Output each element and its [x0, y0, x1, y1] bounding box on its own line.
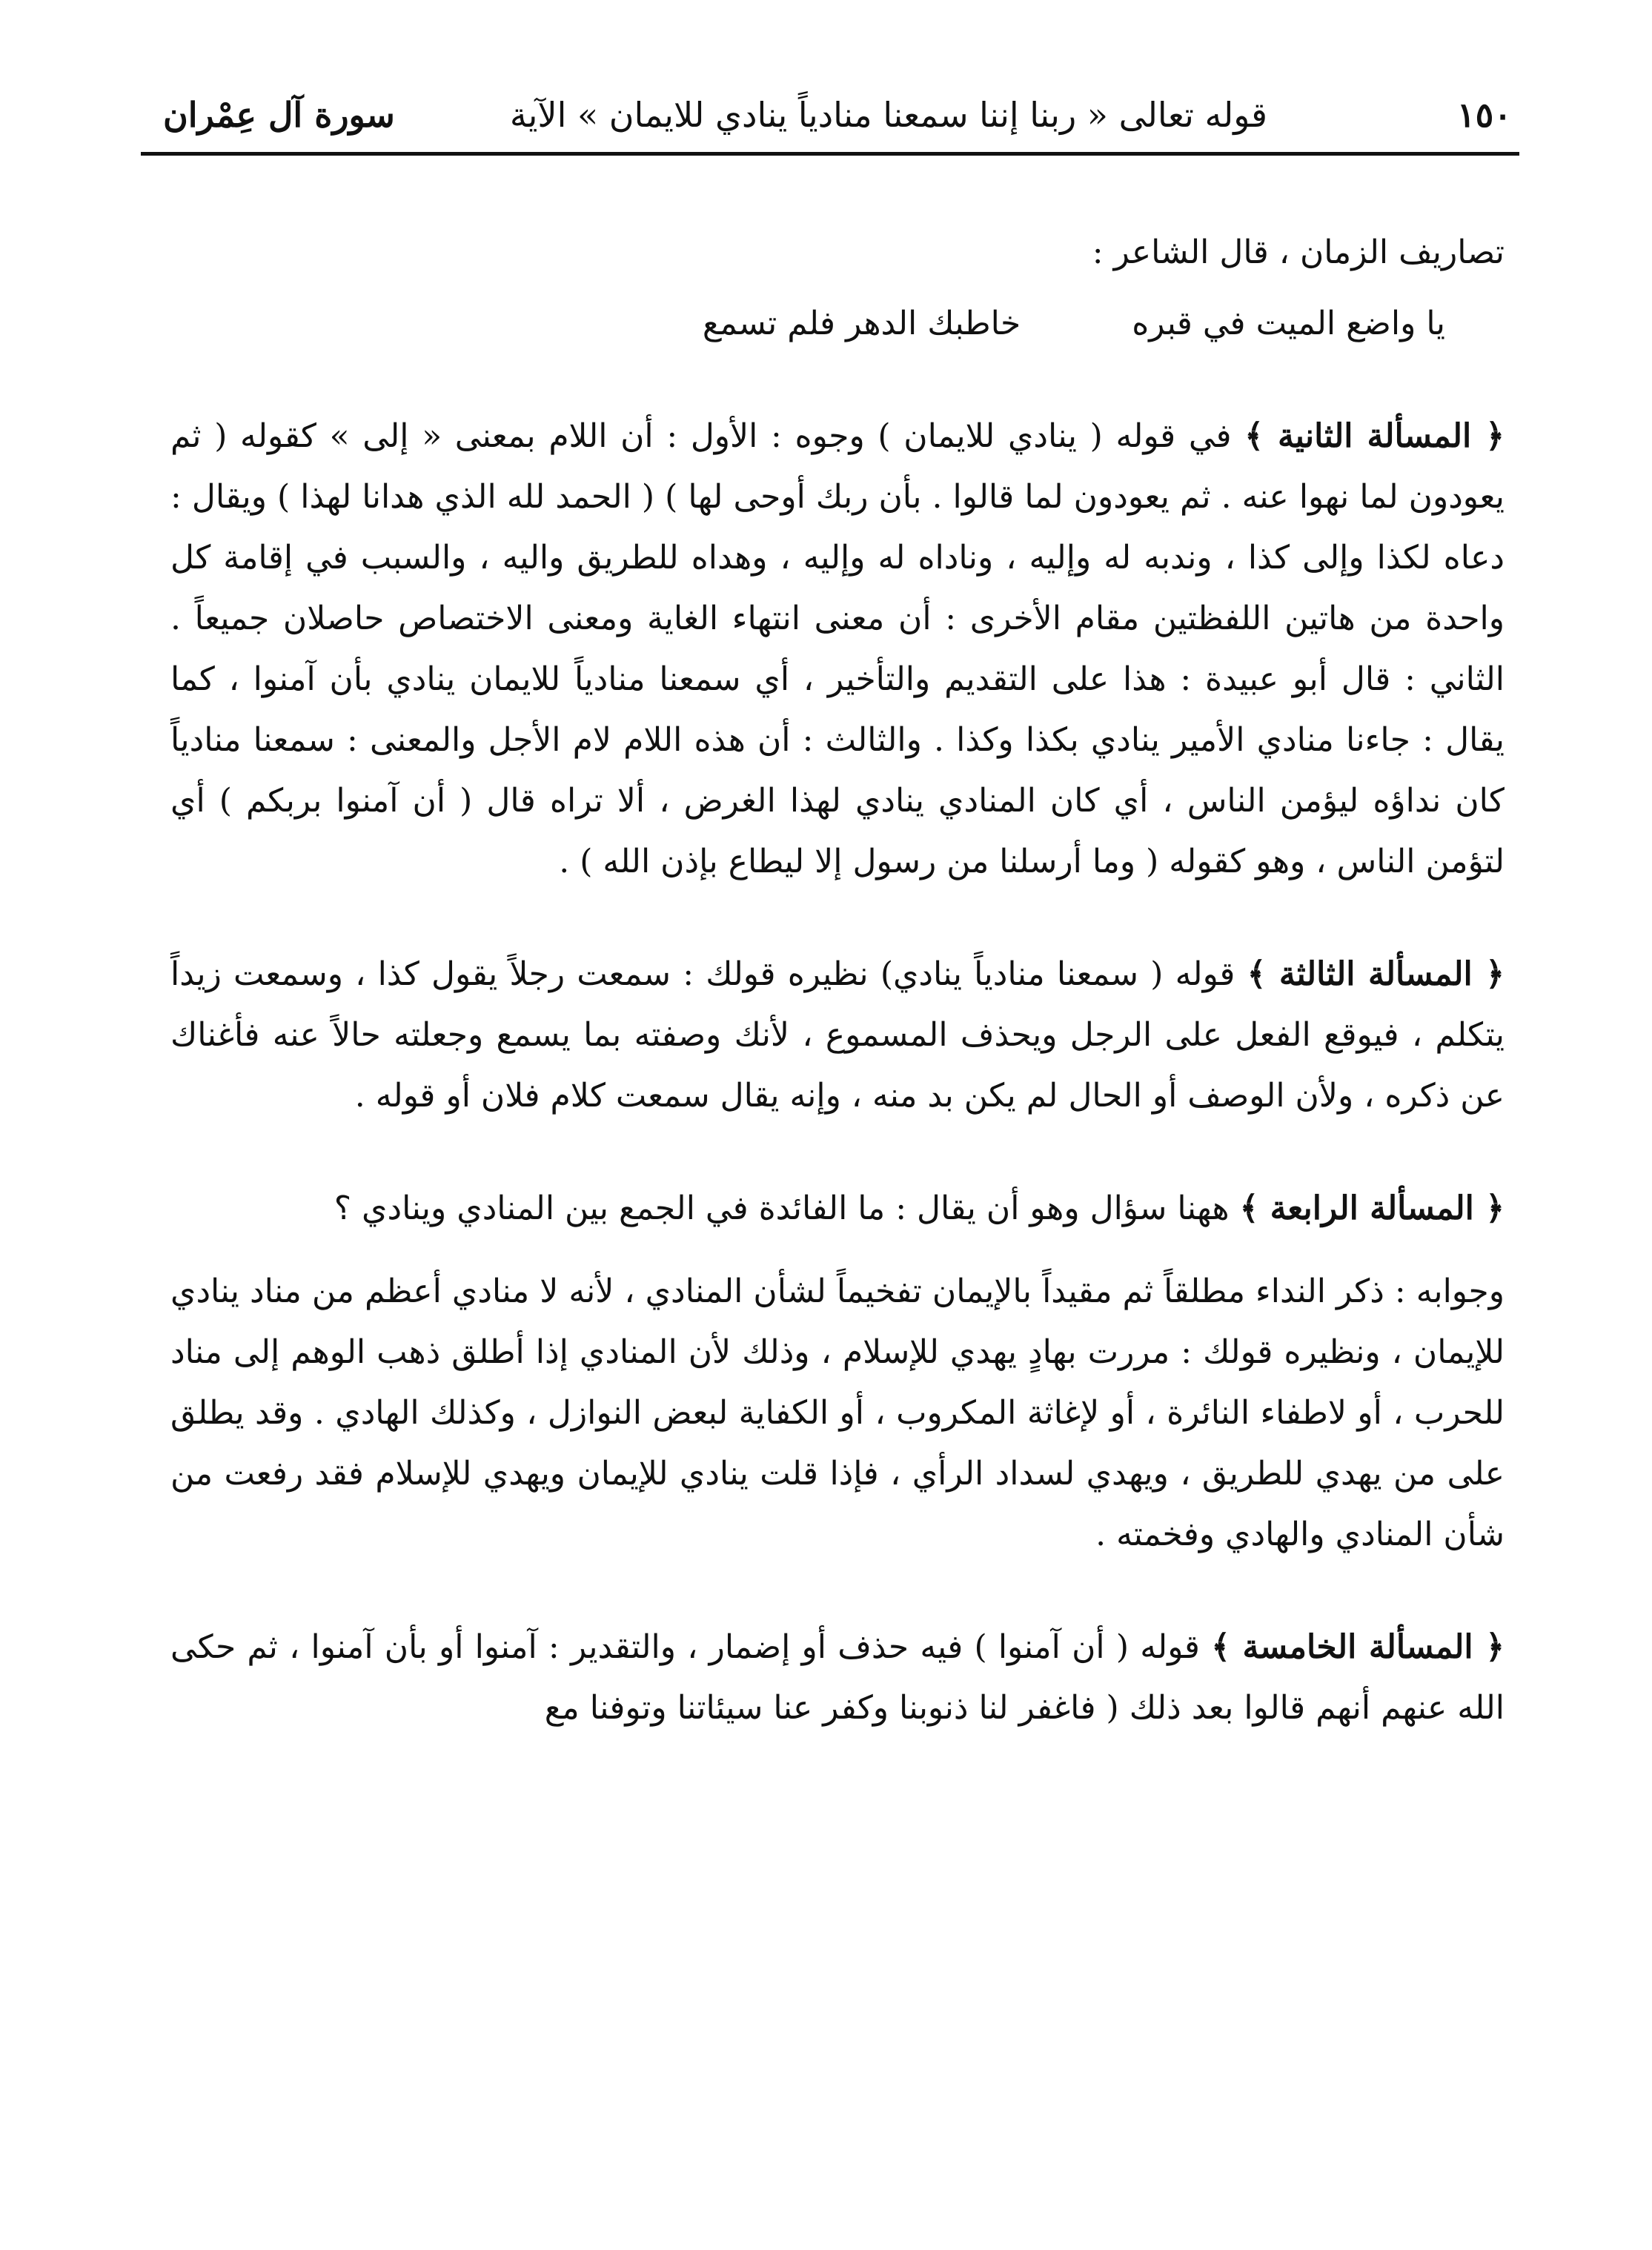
page-header	[141, 82, 1512, 148]
masala-2-text: في قوله ( ينادي للايمان ) وجوه : الأول : أن اللام بمعنى « إلى » كقوله ( ثم يعودون لما نهوا عنه . ثم يعودون لما قالوا . بأن ربك أوحى لها ) ( الحمد لله الذي هدانا لهذا ) ويقال : دعاه لكذا وإلى كذا ، وندبه له وإليه ، وناداه له وإليه ، وهداه للطريق واليه ، والسبب في إقامة كل واحدة من هاتين اللفظتين مقام الأخرى : أن معنى انتهاء الغاية ومعنى الاختصاص حاصلان جميعاً . الثاني : قال أبو عبيدة : هذا على التقديم والتأخير ، أي سمعنا منادياً للايمان ينادي بأن آمنوا ، كما يقال : جاءنا منادي الأمير ينادي بكذا وكذا . والثالث : أن هذه اللام لام الأجل والمعنى : سمعنا منادياً كان نداؤه ليؤمن الناس ، أي كان المنادي ينادي لهذا الغرض ، ألا تراه قال ( أن آمنوا بربكم ) أي لتؤمن الناس ، وهو كقوله ( وما أرسلنا من رسول إلا ليطاع بإذن الله ) .	[170, 417, 1505, 880]
masala-5-text: قوله ( أن آمنوا ) فيه حذف أو إضمار ، والتقدير : آمنوا أو بأن آمنوا ، ثم حكى الله عنهم أنهم قالوا بعد ذلك ( فاغفر لنا ذنوبنا وكفر عنا سيئاتنا وتوفنا مع	[170, 1628, 1505, 1727]
surah-name: سورة آل عِمْران	[163, 95, 395, 135]
masala-3-text: قوله ( سمعنا منادياً ينادي) نظيره قولك : سمعت رجلاً يقول كذا ، وسمعت زيداً يتكلم ، فيوقع الفعل على الرجل ويحذف المسموع ، لأنك وصفته بما يسمع وجعلته حالاً عنه فأغناك عن ذكره ، ولأن الوصف أو الحال لم يكن بد منه ، وإنه يقال سمعت كلام فلان أو قوله .	[170, 955, 1505, 1115]
page-number: ١٥٠	[1456, 95, 1512, 135]
masala-3-heading: ﴿ المسألة الثالثة ﴾	[1247, 955, 1505, 993]
page-body	[170, 222, 1505, 1739]
running-title: قوله تعالى « ربنا إننا سمعنا منادياً ينادي للايمان » الآية	[509, 95, 1267, 135]
header-divider	[141, 152, 1519, 156]
masala-4-text: ههنا سؤال وهو أن يقال : ما الفائدة في الجمع بين المنادي وينادي ؟	[334, 1189, 1230, 1227]
intro-line: تصاريف الزمان ، قال الشاعر :	[1092, 233, 1505, 271]
masala-4-paragraph	[170, 1178, 1505, 1239]
masala-5-heading: ﴿ المسألة الخامسة ﴾	[1211, 1628, 1505, 1666]
masala-4-heading: ﴿ المسألة الرابعة ﴾	[1239, 1189, 1505, 1227]
verse-second-hemistich: خاطبك الدهر فلم تسمع	[702, 305, 1021, 342]
masala-4-answer: وجوابه : ذكر النداء مطلقاً ثم مقيداً بالإيمان تفخيماً لشأن المنادي ، لأنه لا منادي أعظم من مناد ينادي للإيمان ، ونظيره قولك : مررت بهادٍ يهدي للإسلام ، وذلك لأن المنادي إذا أطلق ذهب الوهم إلى مناد للحرب ، أو لاطفاء النائرة ، أو لإغاثة المكروب ، أو الكفاية لبعض النوازل ، وكذلك الهادي . وقد يطلق على من يهدي للطريق ، ويهدي لسداد الرأي ، فإذا قلت ينادي للإيمان ويهدي للإسلام فقد رفعت من شأن المنادي والهادي وفخمته .	[170, 1272, 1505, 1553]
masala-5-paragraph	[170, 1617, 1505, 1739]
masala-2-heading: ﴿ المسألة الثانية ﴾	[1244, 417, 1505, 455]
verse-first-hemistich: يا واضع الميت في قبره	[1132, 305, 1445, 342]
masala-3-paragraph	[170, 944, 1505, 1126]
poetry-verse	[170, 293, 1505, 354]
masala-2-paragraph	[170, 406, 1505, 892]
